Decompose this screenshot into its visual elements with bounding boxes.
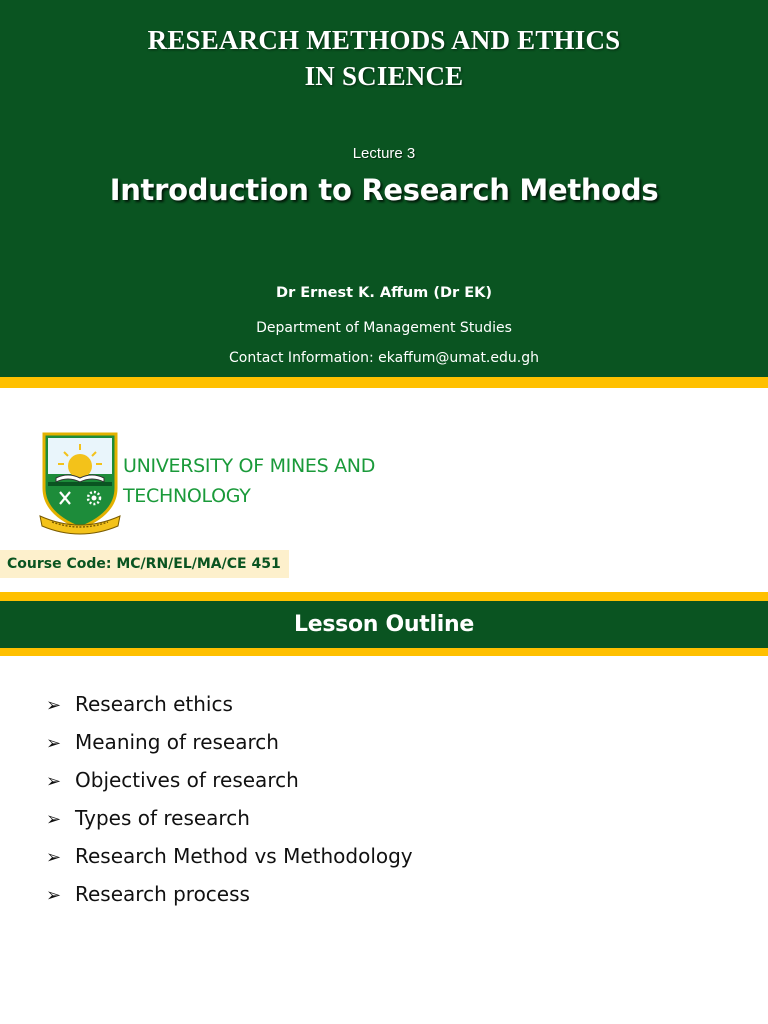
gold-divider-lower xyxy=(0,648,768,656)
list-item xyxy=(46,762,413,800)
arrow-bullet-icon: ➢ xyxy=(46,885,62,906)
arrow-bullet-icon: ➢ xyxy=(46,771,62,792)
list-item xyxy=(46,724,413,762)
list-item xyxy=(46,876,413,914)
contact-info: Contact Information: ekaffum@umat.edu.gh xyxy=(229,350,539,366)
list-item-text: Research process xyxy=(75,882,250,906)
arrow-bullet-icon: ➢ xyxy=(46,847,62,868)
gold-divider-upper xyxy=(0,592,768,601)
list-item xyxy=(46,686,413,724)
arrow-bullet-icon: ➢ xyxy=(46,695,62,716)
lesson-outline-list xyxy=(46,686,413,914)
list-item-text: Research ethics xyxy=(75,692,233,716)
title-banner xyxy=(0,0,768,377)
author-name: Dr Ernest K. Affum (Dr EK) xyxy=(276,285,492,301)
lecture-title: Introduction to Research Methods xyxy=(109,173,659,207)
course-title xyxy=(0,22,768,94)
arrow-bullet-icon: ➢ xyxy=(46,733,62,754)
list-item-text: Objectives of research xyxy=(75,768,299,792)
list-item-text: Meaning of research xyxy=(75,730,279,754)
university-name-line1: UNIVERSITY OF MINES AND xyxy=(123,455,376,477)
list-item xyxy=(46,800,413,838)
list-item-text: Types of research xyxy=(75,806,250,830)
university-name-line2: TECHNOLOGY xyxy=(123,485,251,507)
course-code: Course Code: MC/RN/EL/MA/CE 451 xyxy=(0,550,289,578)
arrow-bullet-icon: ➢ xyxy=(46,809,62,830)
list-item-text: Research Method vs Methodology xyxy=(75,844,413,868)
list-item xyxy=(46,838,413,876)
university-name xyxy=(123,451,375,511)
lecture-number: Lecture 3 xyxy=(352,145,416,162)
university-crest-icon xyxy=(38,430,122,536)
course-title-line1: RESEARCH METHODS AND ETHICS xyxy=(147,25,621,55)
course-title-line2: IN SCIENCE xyxy=(304,61,464,91)
department: Department of Management Studies xyxy=(256,320,512,336)
lesson-outline-heading: Lesson Outline xyxy=(0,601,768,648)
gold-divider-top xyxy=(0,377,768,388)
